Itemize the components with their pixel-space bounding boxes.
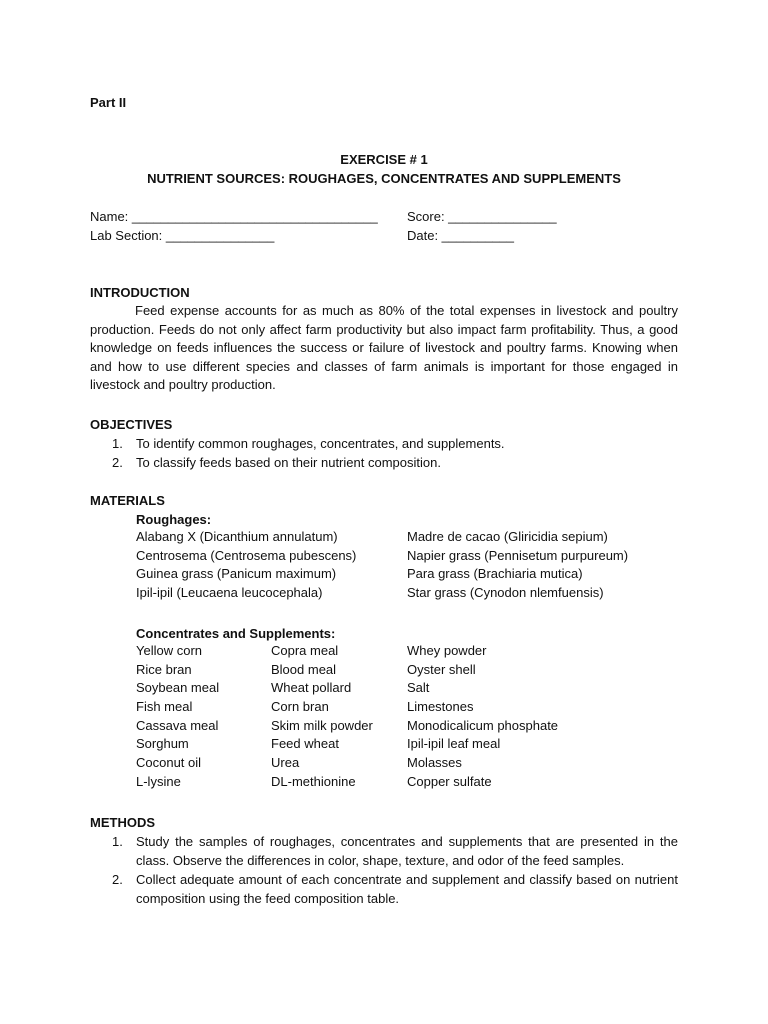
roughage-item: Alabang X (Dicanthium annulatum) [136, 529, 338, 544]
methods-heading: METHODS [90, 815, 155, 830]
materials-heading: MATERIALS [90, 493, 165, 508]
concentrate-item: Blood meal [271, 661, 337, 677]
method-text: Collect adequate amount of each concentrate and supplement and classify based on nutrient composition using the feed composition table. [136, 872, 678, 906]
concentrate-item: Rice bran [136, 661, 192, 677]
method-item [112, 870, 678, 908]
concentrate-item: Wheat pollard [271, 680, 352, 696]
concentrate-item: Copra meal [271, 643, 339, 658]
roughage-item: Guinea grass (Panicum maximum) [136, 566, 337, 582]
concentrates-column-2 [271, 642, 373, 792]
list-number: 1. [112, 834, 123, 849]
roughage-item: Centrosema (Centrosema pubescens) [136, 547, 357, 563]
concentrate-item: Corn bran [271, 699, 329, 715]
concentrate-item: Cassava meal [136, 717, 219, 733]
concentrate-item: Urea [271, 755, 300, 771]
roughages-heading: Roughages: [136, 512, 212, 527]
lab-section-field: Lab Section: _______________ [90, 228, 275, 243]
concentrates-column-3 [407, 642, 558, 792]
roughage-item: Ipil-ipil (Leucaena leucocephala) [136, 585, 323, 601]
name-field: Name: __________________________________ [90, 209, 378, 224]
roughage-item: Madre de cacao (Gliricidia sepium) [407, 529, 608, 544]
objective-text: To classify feeds based on their nutrient composition. [136, 455, 441, 470]
roughages-column-2 [407, 528, 628, 603]
exercise-title: NUTRIENT SOURCES: ROUGHAGES, CONCENTRATES AND SUPPLEMENTS [147, 171, 621, 186]
date-field: Date: __________ [407, 228, 514, 243]
list-number: 2. [112, 872, 123, 887]
objective-item [112, 453, 441, 472]
exercise-number: EXERCISE # 1 [340, 152, 428, 167]
concentrates-heading: Concentrates and Supplements: [136, 626, 336, 641]
concentrate-item: Monodicalicum phosphate [407, 717, 559, 733]
concentrate-item: Coconut oil [136, 755, 202, 771]
concentrate-item: Molasses [407, 755, 462, 771]
concentrate-item: Limestones [407, 699, 474, 715]
concentrate-item: Whey powder [407, 643, 487, 658]
introduction-paragraph [90, 302, 678, 395]
objective-item [112, 434, 505, 453]
introduction-text: Feed expense accounts for as much as 80% of the total expenses in livestock and poultry production. Feeds do not only affect farm productivity but also impact farm profitability. Thus, a good knowledge on feeds influences the success or failure of livestock and poultry farms. Knowing when and how to use different species and classes of farm animals is important for those engaged in livestock and poultry production. [90, 303, 678, 393]
list-number: 1. [112, 436, 123, 451]
part-label: Part II [90, 95, 127, 110]
concentrate-item: DL-methionine [271, 773, 356, 789]
score-field: Score: _______________ [407, 209, 557, 224]
concentrate-item: Copper sulfate [407, 773, 492, 789]
concentrate-item: L-lysine [136, 773, 181, 789]
roughages-column-1 [136, 528, 356, 603]
method-text: Study the samples of roughages, concentrates and supplements that are presented in the class. Observe the differences in color, shape, texture, and odor of the feed samples. [136, 834, 678, 868]
list-number: 2. [112, 455, 123, 470]
concentrate-item: Salt [407, 680, 430, 696]
concentrates-column-1 [136, 642, 219, 792]
concentrate-item: Sorghum [136, 736, 189, 752]
concentrate-item: Yellow corn [136, 643, 203, 658]
concentrate-item: Soybean meal [136, 680, 220, 696]
objective-text: To identify common roughages, concentrates, and supplements. [136, 436, 505, 451]
concentrate-item: Fish meal [136, 699, 193, 715]
roughage-item: Star grass (Cynodon nlemfuensis) [407, 585, 604, 601]
concentrate-item: Skim milk powder [271, 717, 373, 733]
roughage-item: Napier grass (Pennisetum purpureum) [407, 547, 629, 563]
concentrate-item: Oyster shell [407, 661, 476, 677]
roughage-item: Para grass (Brachiaria mutica) [407, 566, 583, 582]
concentrate-item: Ipil-ipil leaf meal [407, 736, 501, 752]
method-item [112, 832, 678, 870]
concentrate-item: Feed wheat [271, 736, 339, 752]
objectives-heading: OBJECTIVES [90, 417, 173, 432]
introduction-heading: INTRODUCTION [90, 285, 190, 300]
